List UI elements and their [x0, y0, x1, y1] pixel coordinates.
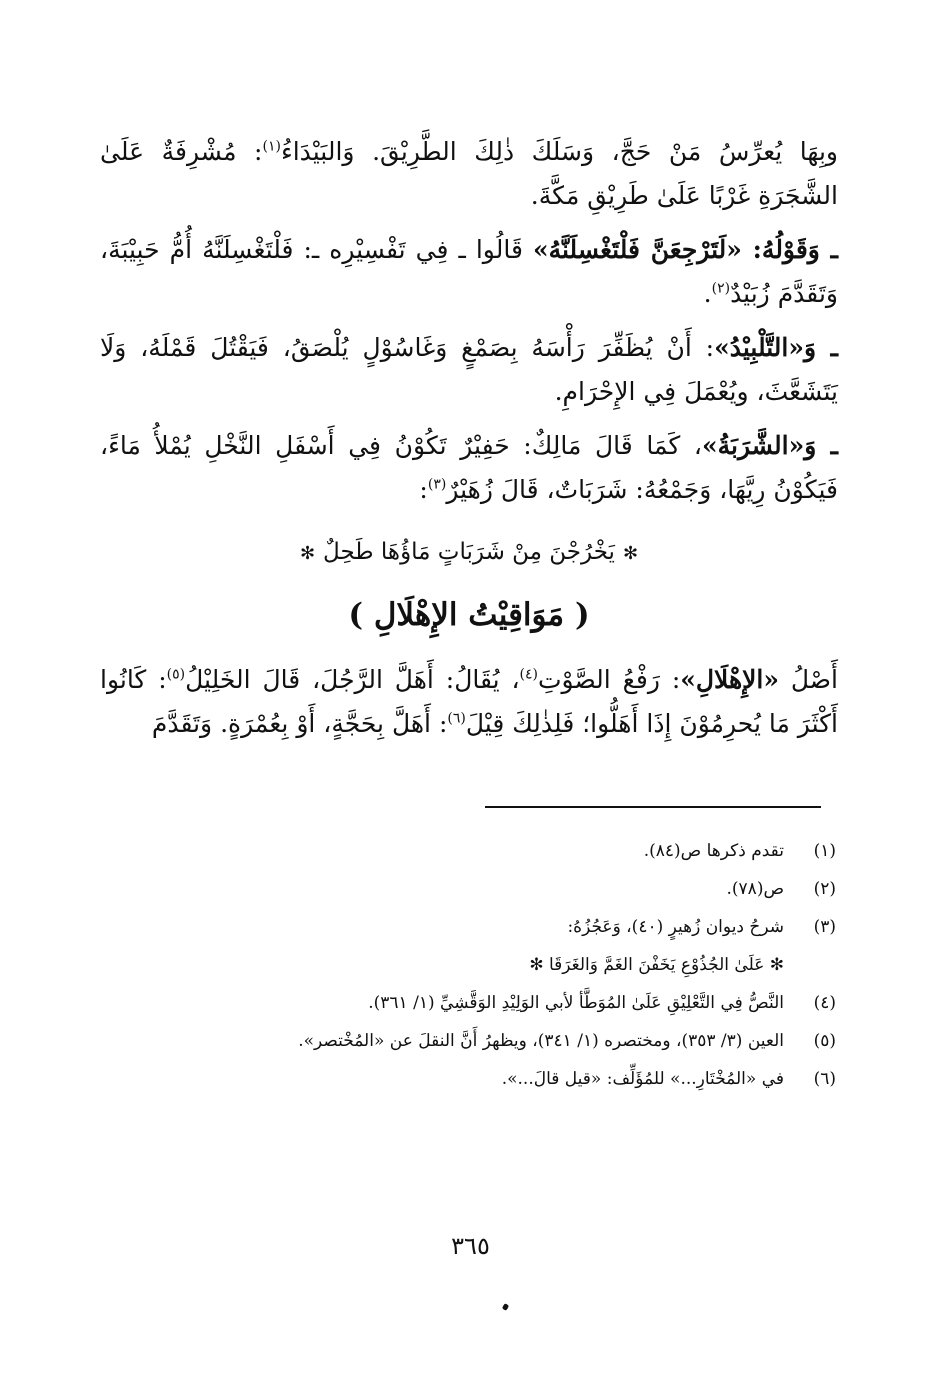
paragraph-text: ، يُقَالُ: أَهَلَّ الرَّجُلَ، قَالَ الخَلِيْلُ [185, 665, 520, 694]
footnote-number: (٣) [813, 917, 836, 937]
paragraph-text: أَصْلُ [778, 665, 838, 694]
footnote-number: (٤) [813, 993, 836, 1013]
footnote-verse [150, 946, 836, 984]
term-heading: ـ وَقَوْلُهُ: «لَتَرْجِعَنَّ فَلْتَغْسِلَنَّهُ» [532, 235, 838, 264]
footnote-text: النَّصُّ فِي التَّعْلِيْقِ عَلَىٰ المُوَطَّأ لأبي الوَلِيْدِ الوَقَّشِيِّ (١/ ٣٦١). [368, 993, 784, 1013]
footnote-text: شرحُ ديوان زُهيرٍ (٤٠)، وَعَجُزُهُ: [567, 917, 784, 937]
paragraph-text: وبِهَا يُعرِّسُ مَنْ حَجَّ، وَسَلَكَ ذٰلِكَ الطَّرِيْقَ. وَالبَيْدَاءُ [280, 137, 838, 166]
paragraph-text: : أَنْ يُظَفِّرَ رَأْسَهُ بِصَمْغٍ وَغَاسُوْلٍ يُلْصَقُ، فَيَقْتُلَ قَمْلَهُ، وَلَا يَتَشَعَّثَ، ويُعْمَلَ فِي الإِحْرَامِ. [100, 333, 838, 406]
paragraph-ihlal [100, 658, 838, 746]
term-heading: ـ وَ«الشَّرَبَةُ» [701, 431, 838, 460]
section-heading: ( مَوَاقِيْتُ الإِهْلَالِ ) [348, 597, 590, 633]
footnote-text: ✻ عَلَىٰ الجُذُوْعِ يَخَفْنَ الغَمَّ وَالغَرَقَا ✻ [529, 955, 784, 975]
footnote [150, 908, 836, 946]
footnote [150, 870, 836, 908]
verse-text: يَخْرُجْنَ مِنْ شَرَبَاتٍ مَاؤُهَا طَحِلٌ [323, 539, 615, 565]
paragraph-text: : رَفْعُ الصَّوْتِ [538, 665, 681, 694]
main-text [100, 130, 838, 756]
footnote-ref[interactable]: (٦) [447, 710, 466, 727]
footnote-number [784, 946, 836, 984]
footnote-ref[interactable]: (٣) [427, 476, 447, 493]
paragraph-text: : كَانُوا أَكْثَرَ مَا يُحرِمُوْنَ إِذَا أَهَلُّوا؛ فَلِذٰلِكَ قِيْلَ [100, 665, 838, 738]
footnote-text: العين (٣/ ٣٥٣)، ومختصره (١/ ٣٤١)، ويظهرُ أَنَّ النقلَ عن «المُخْتصر». [298, 1031, 784, 1051]
paragraph-sharaba [100, 424, 838, 512]
paragraph-text: : [419, 475, 428, 504]
footnote-number: (١) [813, 841, 836, 861]
term-heading: «الإِهْلَالِ» [680, 665, 779, 694]
star-ornament: ✻ [622, 543, 639, 564]
footnote [150, 1022, 836, 1060]
paragraph-lataghsilannahu [100, 228, 838, 316]
footnote-text: تقدم ذكرها ص(٨٤). [643, 841, 784, 861]
footnote-ref[interactable]: (١) [262, 138, 281, 155]
footnote-ref[interactable]: (٤) [519, 666, 539, 683]
footnote-ref[interactable]: (٥) [166, 666, 186, 683]
paragraph-text: : أَهَلَّ بِحَجَّةٍ، أَوْ بِعُمْرَةٍ. وَتَقَدَّمَ [151, 709, 448, 738]
footnote-text: ص(٧٨). [726, 879, 784, 899]
page-number: ٣٦٥ [451, 1232, 490, 1260]
footnotes [150, 832, 836, 1098]
footnote [150, 832, 836, 870]
paragraph-text: . [703, 279, 712, 308]
paragraph-talbid [100, 326, 838, 414]
print-mark [502, 1303, 509, 1311]
footnote-number: (٢) [813, 879, 836, 899]
footnote-separator [485, 806, 821, 808]
footnote [150, 984, 836, 1022]
footnote [150, 1060, 836, 1098]
footnote-number: (٦) [813, 1069, 836, 1089]
footnote-number: (٥) [813, 1031, 836, 1051]
footnote-text: في «المُخْتَارِ...» للمُؤَلِّف: «قيل قالَ...». [501, 1069, 784, 1089]
term-heading: ـ وَ«التَّلْبِيْدُ» [714, 333, 838, 362]
footnote-ref[interactable]: (٢) [711, 280, 731, 297]
paragraph-text: : مُشْرِفَةٌ عَلَىٰ الشَّجَرَةِ غَرْبًا عَلَىٰ طَرِيْقِ مَكَّةَ. [100, 137, 838, 210]
star-ornament: ✻ [299, 543, 316, 564]
poetry-verse [100, 530, 838, 576]
paragraph-baydaa [100, 130, 838, 218]
paragraph-text: ، كَمَا قَالَ مَالِكٌ: حَفِيْرٌ تَكُوْنُ فِي أَسْفَلِ النَّخْلِ يُمْلأُ مَاءً، فَيَكُوْنُ رِيَّهَا، وَجَمْعُهُ: شَرَبَاتٌ، قَالَ زُهَيْرٌ [100, 431, 838, 504]
paragraph-text: قَالُوا ـ فِي تَفْسِيْرِه ـ: فَلْتَغْسِلَنَّهُ أُمُّ حَبِيْبَةَ، وَتَقَدَّمَ زُبَيْدٌ [100, 235, 838, 308]
